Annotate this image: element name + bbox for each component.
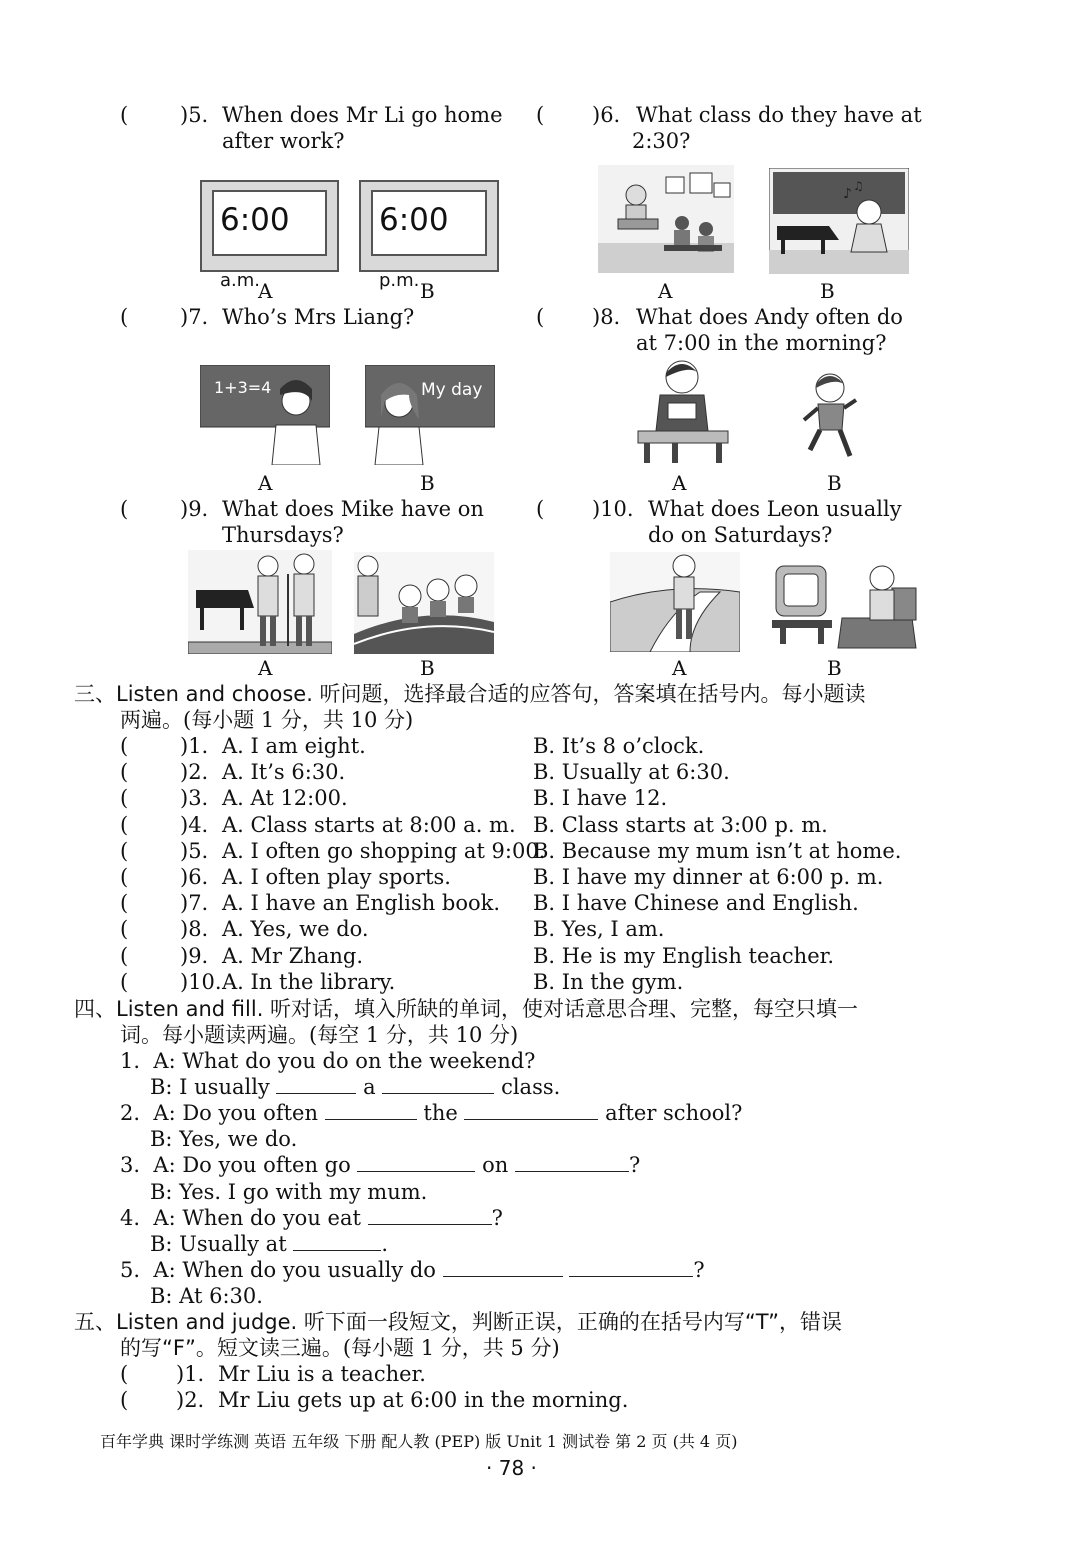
d2-a-text1: A: Do you often bbox=[153, 1101, 318, 1125]
svg-text:♪: ♪ bbox=[843, 186, 852, 202]
d3-a-text3: ? bbox=[629, 1153, 641, 1177]
part4-title: 四、Listen and fill. 听对话，填入所缺的单词，使对话意思合理、完整，每空只填一 bbox=[74, 997, 859, 1021]
p3-item-5-number: )5. bbox=[180, 838, 209, 863]
q10-number: )10. bbox=[592, 497, 634, 521]
q9-question-line1: What does Mike have on bbox=[222, 497, 484, 521]
p5-item-2-number: )2. bbox=[176, 1388, 205, 1412]
d1-blank-1[interactable] bbox=[276, 1075, 356, 1094]
p3-item-6-option-b: B. I have my dinner at 6:00 p. m. bbox=[533, 865, 884, 889]
part5-points: (每小题 1 分，共 5 分) bbox=[342, 1336, 560, 1360]
q10-question-line2: do on Saturdays? bbox=[648, 523, 833, 547]
english-teacher-image bbox=[365, 365, 495, 465]
q6-question-line2: 2:30? bbox=[632, 129, 691, 153]
q5-question-line1: When does Mr Li go home bbox=[222, 103, 503, 127]
q5-number: )5. bbox=[180, 103, 209, 127]
svg-text:♫: ♫ bbox=[853, 179, 864, 193]
p3-item-4-option-b: B. Class starts at 3:00 p. m. bbox=[533, 812, 828, 837]
math-teacher-image bbox=[200, 365, 330, 465]
d5-b-text: B: At 6:30. bbox=[150, 1284, 263, 1308]
part3-title: 三、Listen and choose. 听问题，选择最合适的应答句，答案填在括号内。每小题读 bbox=[74, 682, 866, 706]
d4-b-text1: B: Usually at bbox=[150, 1232, 287, 1256]
part4-title-line2-text: 词。每小题读两遍。 bbox=[120, 1023, 309, 1047]
p3-item-9-option-b: B. He is my English teacher. bbox=[533, 943, 835, 968]
p5-item-2-paren[interactable]: ( bbox=[120, 1388, 129, 1412]
q6-question-line1: What class do they have at bbox=[636, 103, 922, 127]
d2-b-text: B: Yes, we do. bbox=[150, 1127, 298, 1151]
d5-number: 5. bbox=[120, 1258, 141, 1282]
boy-reading-image bbox=[632, 355, 734, 465]
p3-item-5-option-a: A. I often go shopping at 9:00. bbox=[222, 838, 546, 863]
q7-number: )7. bbox=[180, 305, 209, 329]
p3-item-3-paren[interactable]: ( bbox=[120, 786, 129, 811]
p3-item-7-paren[interactable]: ( bbox=[120, 891, 129, 916]
clock-b-suffix: p.m. bbox=[379, 270, 420, 291]
part4-title-line2 bbox=[120, 1022, 518, 1048]
q10-option-a-label[interactable]: A bbox=[672, 656, 687, 680]
d3-b-text: B: Yes. I go with my mum. bbox=[150, 1180, 428, 1204]
p5-item-2-text: Mr Liu gets up at 6:00 in the morning. bbox=[218, 1388, 629, 1412]
p3-item-1-option-a: A. I am eight. bbox=[222, 734, 366, 758]
p3-item-6-number: )6. bbox=[180, 865, 209, 889]
clock-6am-image bbox=[200, 180, 339, 291]
d1-b-text2: a bbox=[363, 1075, 376, 1099]
d4-a-text1: A: When do you eat bbox=[153, 1206, 361, 1230]
part5-title: 五、Listen and judge. 听下面一段短文，判断正误，正确的在括号内写“T”，错误 bbox=[74, 1310, 842, 1334]
p3-item-10-option-b: B. In the gym. bbox=[533, 969, 684, 994]
p3-item-6-paren[interactable]: ( bbox=[120, 865, 129, 889]
q10-paren[interactable]: ( bbox=[536, 497, 545, 521]
q8-option-b-label[interactable]: B bbox=[827, 471, 842, 495]
p3-item-8-option-a: A. Yes, we do. bbox=[222, 917, 369, 942]
p3-item-2-option-b: B. Usually at 6:30. bbox=[533, 760, 730, 785]
d4-b-text2: . bbox=[381, 1232, 389, 1256]
p3-item-6-option-a: A. I often play sports. bbox=[222, 865, 451, 889]
p3-item-2-paren[interactable]: ( bbox=[120, 760, 129, 785]
d3-a-text2: on bbox=[482, 1153, 509, 1177]
q9-question-line2: Thursdays? bbox=[222, 523, 344, 547]
q5-question-line2: after work? bbox=[222, 129, 345, 153]
p3-item-8-paren[interactable]: ( bbox=[120, 917, 129, 942]
p3-item-9-number: )9. bbox=[180, 943, 209, 968]
p3-item-1-paren[interactable]: ( bbox=[120, 734, 129, 758]
p3-item-9-option-a: A. Mr Zhang. bbox=[222, 943, 364, 968]
d3-a-text1: A: Do you often go bbox=[153, 1153, 351, 1177]
p3-item-10-option-a: A. In the library. bbox=[222, 969, 396, 994]
q9-option-b-label[interactable]: B bbox=[420, 656, 435, 680]
p3-item-1-number: )1. bbox=[180, 734, 209, 758]
q9-number: )9. bbox=[180, 497, 209, 521]
p3-item-7-option-b: B. I have Chinese and English. bbox=[533, 891, 859, 916]
d5-blank-1[interactable] bbox=[443, 1258, 563, 1277]
d3-blank-1[interactable] bbox=[357, 1153, 475, 1172]
footer-info: 百年学典 课时学练测 英语 五年级 下册 配人教 (PEP) 版 Unit 1 测试卷 第 2 页 (共 4 页) bbox=[100, 1432, 738, 1451]
music-class-image bbox=[769, 168, 909, 274]
q9-option-a-label[interactable]: A bbox=[258, 656, 273, 680]
d3-line-a bbox=[120, 1152, 640, 1178]
d3-number: 3. bbox=[120, 1153, 141, 1177]
watching-tv-image bbox=[772, 558, 918, 652]
q8-paren[interactable]: ( bbox=[536, 305, 545, 329]
d1-b-text3: class. bbox=[501, 1075, 561, 1099]
d5-line-a bbox=[120, 1257, 705, 1283]
p3-item-7-number: )7. bbox=[180, 891, 209, 916]
q5-option-b-label[interactable]: B bbox=[420, 279, 435, 303]
clock-a-suffix: a.m. bbox=[220, 270, 261, 291]
clock-b-time: 6:00 bbox=[379, 202, 449, 238]
board-a-text: 1+3=4 bbox=[214, 378, 272, 397]
q5-paren[interactable]: ( bbox=[120, 103, 129, 127]
p3-item-10-number: )10. bbox=[180, 969, 222, 994]
q8-number: )8. bbox=[592, 305, 621, 329]
d2-number: 2. bbox=[120, 1101, 141, 1125]
clock-6pm-image bbox=[359, 180, 499, 291]
q9-paren[interactable]: ( bbox=[120, 497, 129, 521]
d5-a-text2: ? bbox=[693, 1258, 705, 1282]
music-singing-image bbox=[188, 550, 332, 654]
d5-blank-2[interactable] bbox=[569, 1258, 693, 1277]
part5-title-line2 bbox=[120, 1335, 560, 1361]
d1-number: 1. bbox=[120, 1049, 141, 1073]
p3-item-2-number: )2. bbox=[180, 760, 209, 785]
d5-a-text1: A: When do you usually do bbox=[153, 1258, 436, 1282]
d4-blank-2[interactable] bbox=[293, 1232, 381, 1251]
clock-a-time: 6:00 bbox=[220, 202, 290, 238]
q7-paren[interactable]: ( bbox=[120, 305, 129, 329]
walking-park-image bbox=[610, 552, 740, 652]
q8-option-a-label[interactable]: A bbox=[672, 471, 687, 495]
p3-item-3-option-b: B. I have 12. bbox=[533, 786, 668, 811]
p3-item-4-number: )4. bbox=[180, 812, 209, 837]
d4-blank-1[interactable] bbox=[368, 1206, 492, 1225]
p5-item-1-number: )1. bbox=[176, 1362, 205, 1386]
q7-question-line1: Who’s Mrs Liang? bbox=[222, 305, 415, 329]
p5-item-1-paren[interactable]: ( bbox=[120, 1362, 129, 1386]
q6-option-b-label[interactable]: B bbox=[820, 279, 835, 303]
q10-option-b-label[interactable]: B bbox=[827, 656, 842, 680]
q7-option-a-label[interactable]: A bbox=[258, 471, 273, 495]
q6-number: )6. bbox=[592, 103, 621, 127]
p3-item-5-paren[interactable]: ( bbox=[120, 838, 129, 863]
d1-line-b bbox=[150, 1074, 560, 1100]
part4-points: (每空 1 分，共 10 分) bbox=[309, 1023, 519, 1047]
boy-running-image bbox=[800, 370, 862, 465]
q7-option-b-label[interactable]: B bbox=[420, 471, 435, 495]
board-b-text: My day bbox=[421, 380, 483, 400]
art-class-image bbox=[598, 165, 734, 273]
part3-points: (每小题 1 分，共 10 分) bbox=[183, 708, 414, 732]
d1-a-text: A: What do you do on the weekend? bbox=[153, 1049, 536, 1073]
p3-item-2-option-a: A. It’s 6:30. bbox=[222, 760, 346, 785]
d1-b-text1: B: I usually bbox=[150, 1075, 270, 1099]
q6-option-a-label[interactable]: A bbox=[658, 279, 673, 303]
pe-running-image bbox=[354, 552, 494, 654]
p5-item-1-text: Mr Liu is a teacher. bbox=[218, 1362, 426, 1386]
p3-item-7-option-a: A. I have an English book. bbox=[222, 891, 501, 916]
d1-line-a bbox=[120, 1048, 535, 1074]
q8-question-line2: at 7:00 in the morning? bbox=[636, 331, 887, 355]
page-number: · 78 · bbox=[486, 1456, 537, 1480]
p3-item-3-option-a: A. At 12:00. bbox=[222, 786, 348, 811]
q6-paren[interactable]: ( bbox=[536, 103, 545, 127]
p3-item-1-option-b: B. It’s 8 o’clock. bbox=[533, 734, 705, 758]
part5-title-line2-text: 的写“F”。短文读三遍。 bbox=[120, 1336, 343, 1360]
p3-item-3-number: )3. bbox=[180, 786, 209, 811]
d4-line-a bbox=[120, 1205, 503, 1231]
d4-number: 4. bbox=[120, 1206, 141, 1230]
q8-question-line1: What does Andy often do bbox=[636, 305, 903, 329]
q10-question-line1: What does Leon usually bbox=[648, 497, 902, 521]
d2-blank-2[interactable] bbox=[464, 1101, 598, 1120]
p3-item-5-option-b: B. Because my mum isn’t at home. bbox=[533, 838, 902, 863]
d1-blank-2[interactable] bbox=[382, 1075, 494, 1094]
d4-line-b bbox=[150, 1231, 388, 1257]
d2-blank-1[interactable] bbox=[325, 1101, 417, 1120]
p3-item-10-paren[interactable]: ( bbox=[120, 969, 129, 994]
d2-a-text3: after school? bbox=[605, 1101, 743, 1125]
q5-option-a-label[interactable]: A bbox=[258, 279, 273, 303]
d2-line-a bbox=[120, 1100, 742, 1126]
p3-item-8-number: )8. bbox=[180, 917, 209, 942]
p3-item-9-paren[interactable]: ( bbox=[120, 943, 129, 968]
d4-a-text2: ? bbox=[491, 1206, 503, 1230]
d3-blank-2[interactable] bbox=[515, 1153, 629, 1172]
d2-a-text2: the bbox=[423, 1101, 458, 1125]
part3-title-line2 bbox=[120, 707, 413, 733]
p3-item-8-option-b: B. Yes, I am. bbox=[533, 917, 665, 942]
p3-item-4-option-a: A. Class starts at 8:00 a. m. bbox=[222, 812, 516, 837]
part3-title-line2-text: 两遍。 bbox=[120, 708, 183, 732]
p3-item-4-paren[interactable]: ( bbox=[120, 812, 129, 837]
